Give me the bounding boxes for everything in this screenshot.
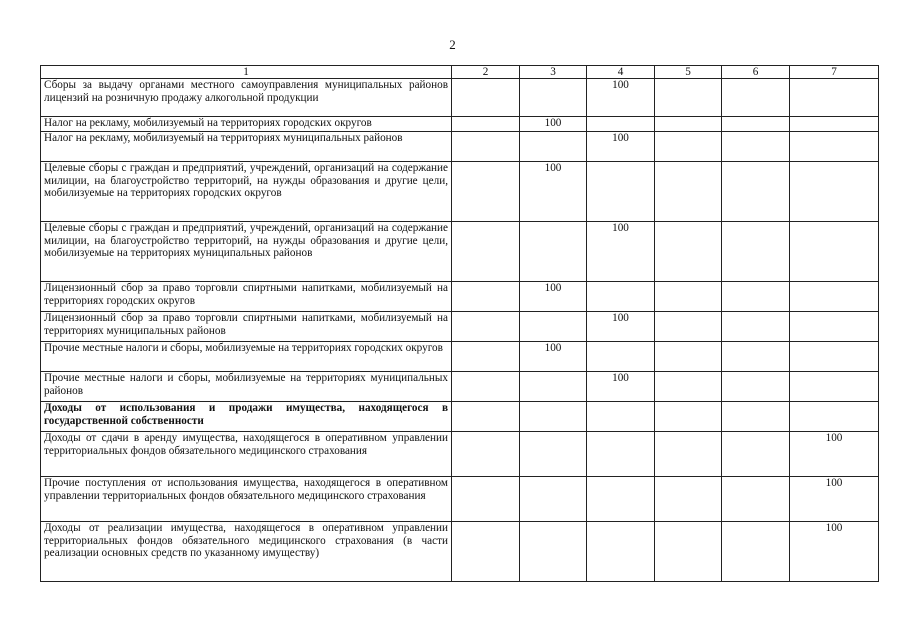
- share-cell-c7: [790, 312, 879, 342]
- share-cell-c2: [452, 432, 520, 477]
- share-cell-c4: [587, 342, 655, 372]
- share-cell-c6: [722, 79, 790, 117]
- share-cell-c4: [587, 282, 655, 312]
- revenue-item-name: Прочие местные налоги и сборы, мобилизуемые на территориях городских округов: [41, 342, 452, 372]
- share-cell-c5: [655, 432, 722, 477]
- revenue-item-name: Доходы от реализации имущества, находящегося в оперативном управлении территориальных фондов обязательного медицинского страхования (в части реализации основных средств по указанному имуществу): [41, 522, 452, 582]
- share-cell-c4: 100: [587, 312, 655, 342]
- share-cell-c5: [655, 402, 722, 432]
- share-cell-c6: [722, 282, 790, 312]
- table-row: [41, 162, 879, 222]
- share-cell-c5: [655, 282, 722, 312]
- share-cell-c5: [655, 477, 722, 522]
- table-row: [41, 222, 879, 282]
- share-cell-c2: [452, 117, 520, 132]
- revenue-item-name: Целевые сборы с граждан и предприятий, учреждений, организаций на содержание милиции, на благоустройство территорий, на нужды образования и другие цели, мобилизуемые на территориях муниципальных районов: [41, 222, 452, 282]
- share-cell-c2: [452, 79, 520, 117]
- share-cell-c5: [655, 222, 722, 282]
- share-cell-c4: [587, 162, 655, 222]
- revenue-item-name: Сборы за выдачу органами местного самоуправления муниципальных районов лицензий на розничную продажу алкогольной продукции: [41, 79, 452, 117]
- share-cell-c7: [790, 79, 879, 117]
- share-cell-c7: [790, 132, 879, 162]
- share-cell-c2: [452, 282, 520, 312]
- share-cell-c6: [722, 477, 790, 522]
- share-cell-c6: [722, 162, 790, 222]
- share-cell-c7: 100: [790, 432, 879, 477]
- share-cell-c2: [452, 312, 520, 342]
- share-cell-c2: [452, 402, 520, 432]
- share-cell-c4: [587, 477, 655, 522]
- share-cell-c4: 100: [587, 222, 655, 282]
- revenue-item-name: Прочие поступления от использования имущества, находящегося в оперативном управлении территориальных фондов обязательного медицинского страхования: [41, 477, 452, 522]
- share-cell-c4: [587, 432, 655, 477]
- share-cell-c2: [452, 372, 520, 402]
- share-cell-c3: [520, 432, 587, 477]
- revenue-item-name: Доходы от сдачи в аренду имущества, находящегося в оперативном управлении территориальных фондов обязательного медицинского страхования: [41, 432, 452, 477]
- page-number: 2: [449, 37, 456, 52]
- share-cell-c2: [452, 342, 520, 372]
- table-row: [41, 117, 879, 132]
- share-cell-c7: [790, 117, 879, 132]
- share-cell-c7: [790, 342, 879, 372]
- table-row: [41, 312, 879, 342]
- share-cell-c7: [790, 282, 879, 312]
- table-row: [41, 432, 879, 477]
- share-cell-c3: 100: [520, 162, 587, 222]
- share-cell-c6: [722, 372, 790, 402]
- share-cell-c3: [520, 402, 587, 432]
- revenue-item-name: Доходы от использования и продажи имущества, находящегося в государственной собственности: [41, 402, 452, 432]
- share-cell-c7: [790, 222, 879, 282]
- share-cell-c3: [520, 372, 587, 402]
- header-cell: 6: [722, 66, 790, 79]
- header-cell: 4: [587, 66, 655, 79]
- share-cell-c3: [520, 132, 587, 162]
- share-cell-c2: [452, 132, 520, 162]
- table-row: [41, 79, 879, 117]
- share-cell-c5: [655, 312, 722, 342]
- header-cell: 3: [520, 66, 587, 79]
- share-cell-c6: [722, 312, 790, 342]
- share-cell-c6: [722, 132, 790, 162]
- share-cell-c5: [655, 372, 722, 402]
- share-cell-c7: [790, 402, 879, 432]
- revenue-item-name: Налог на рекламу, мобилизуемый на территориях муниципальных районов: [41, 132, 452, 162]
- table-row: [41, 282, 879, 312]
- share-cell-c3: 100: [520, 342, 587, 372]
- share-cell-c4: [587, 522, 655, 582]
- share-cell-c3: 100: [520, 282, 587, 312]
- table-row: [41, 342, 879, 372]
- share-cell-c6: [722, 117, 790, 132]
- share-cell-c7: [790, 372, 879, 402]
- share-cell-c5: [655, 342, 722, 372]
- share-cell-c2: [452, 522, 520, 582]
- header-cell: 1: [41, 66, 452, 79]
- share-cell-c3: [520, 522, 587, 582]
- share-cell-c7: [790, 162, 879, 222]
- share-cell-c2: [452, 162, 520, 222]
- table-row: [41, 522, 879, 582]
- share-cell-c2: [452, 477, 520, 522]
- share-cell-c5: [655, 162, 722, 222]
- table-row: [41, 372, 879, 402]
- revenue-item-name: Прочие местные налоги и сборы, мобилизуемые на территориях муниципальных районов: [41, 372, 452, 402]
- share-cell-c3: [520, 79, 587, 117]
- share-cell-c6: [722, 522, 790, 582]
- share-cell-c4: 100: [587, 372, 655, 402]
- share-cell-c3: [520, 222, 587, 282]
- share-cell-c6: [722, 342, 790, 372]
- revenue-item-name: Целевые сборы с граждан и предприятий, учреждений, организаций на содержание милиции, на благоустройство территорий, на нужды образования и другие цели, мобилизуемые на территориях городских округов: [41, 162, 452, 222]
- share-cell-c3: [520, 312, 587, 342]
- share-cell-c6: [722, 432, 790, 477]
- share-cell-c5: [655, 79, 722, 117]
- share-cell-c4: [587, 402, 655, 432]
- share-cell-c5: [655, 522, 722, 582]
- table-row: [41, 402, 879, 432]
- share-cell-c7: 100: [790, 522, 879, 582]
- share-cell-c7: 100: [790, 477, 879, 522]
- revenue-item-name: Лицензионный сбор за право торговли спиртными напитками, мобилизуемый на территориях муниципальных районов: [41, 312, 452, 342]
- share-cell-c5: [655, 117, 722, 132]
- share-cell-c3: 100: [520, 117, 587, 132]
- header-cell: 7: [790, 66, 879, 79]
- share-cell-c4: 100: [587, 132, 655, 162]
- revenue-item-name: Лицензионный сбор за право торговли спиртными напитками, мобилизуемый на территориях городских округов: [41, 282, 452, 312]
- share-cell-c5: [655, 132, 722, 162]
- share-cell-c6: [722, 222, 790, 282]
- header-cell: 2: [452, 66, 520, 79]
- header-cell: 5: [655, 66, 722, 79]
- share-cell-c2: [452, 222, 520, 282]
- revenue-distribution-table: [40, 65, 879, 582]
- share-cell-c4: [587, 117, 655, 132]
- header-row: [41, 66, 879, 79]
- revenue-item-name: Налог на рекламу, мобилизуемый на территориях городских округов: [41, 117, 452, 132]
- share-cell-c6: [722, 402, 790, 432]
- share-cell-c4: 100: [587, 79, 655, 117]
- table-row: [41, 132, 879, 162]
- table-row: [41, 477, 879, 522]
- share-cell-c3: [520, 477, 587, 522]
